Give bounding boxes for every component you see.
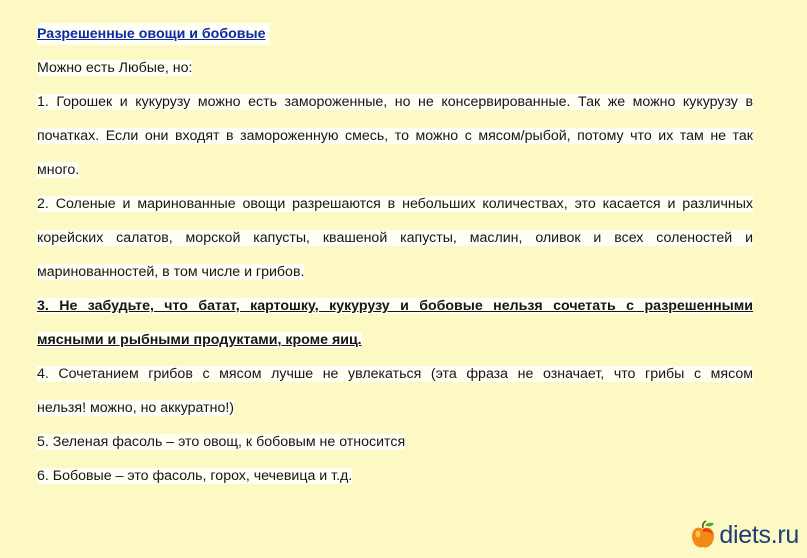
list-item-2 <box>37 193 753 283</box>
list-item-5 <box>37 431 753 453</box>
document-title: Разрешенные овощи и бобовые <box>37 23 270 45</box>
item-3-line-2: мясными и рыбными продуктами, кроме яиц. <box>37 332 362 348</box>
item-2-line-1: 2. Соленые и маринованные овощи разрешаются в небольших количествах, это касается и различных <box>37 196 753 212</box>
document <box>37 23 753 487</box>
item-1-line-1: 1. Горошек и кукурузу можно есть замороженные, но не консервированные. Так же можно кукурузу в <box>37 94 753 110</box>
item-3-line-1: 3. Не забудьте, что батат, картошку, кукурузу и бобовые нельзя сочетать с разрешенными <box>37 298 753 314</box>
item-4-line-2: нельзя! можно, но аккуратно!) <box>37 400 235 416</box>
item-2-line-3: маринованностей, в том числе и грибов. <box>37 264 305 280</box>
item-1-line-2: початках. Если они входят в замороженную смесь, то можно с мясом/рыбой, потому что их там не так <box>37 128 753 144</box>
item-1-line-3: много. <box>37 162 80 178</box>
intro-text: Можно есть Любые, но: <box>37 60 193 76</box>
site-logo <box>690 520 799 550</box>
list-item-4 <box>37 363 753 419</box>
item-4-line-1: 4. Сочетанием грибов с мясом лучше не увлекаться (эта фраза не означает, что грибы с мясом <box>37 366 753 382</box>
item-6-line-1: 6. Бобовые – это фасоль, горох, чечевица и т.д. <box>37 468 353 484</box>
item-5-line-1: 5. Зеленая фасоль – это овощ, к бобовым не относится <box>37 434 406 450</box>
apple-icon <box>690 520 716 550</box>
item-2-line-2: корейских салатов, морской капусты, квашеной капусты, маслин, оливок и всех соленостей и <box>37 230 753 246</box>
list-item-1 <box>37 91 753 181</box>
logo-text: diets.ru <box>719 520 799 549</box>
list-item-6 <box>37 465 753 487</box>
list-item-3 <box>37 295 753 351</box>
